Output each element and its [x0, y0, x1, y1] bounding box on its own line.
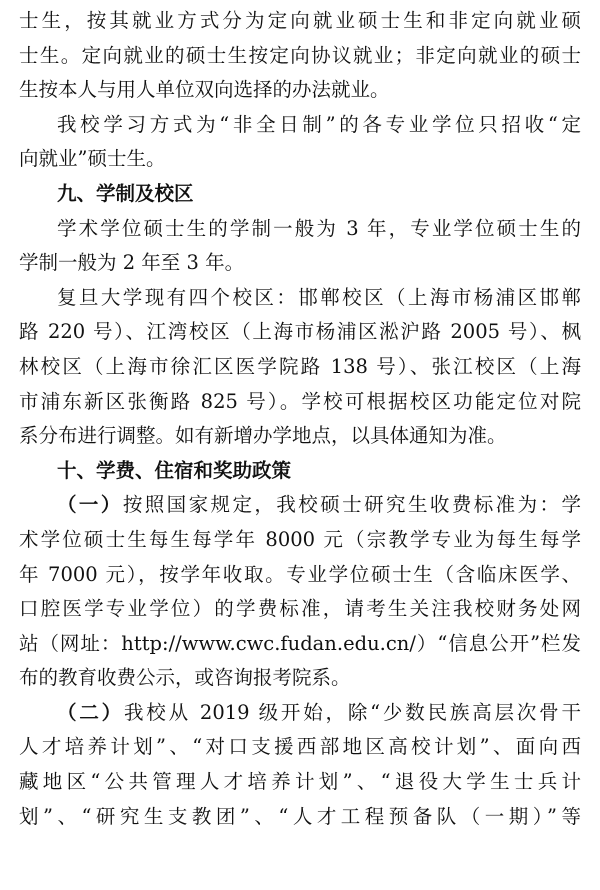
text-line: 布的教育收费公示，或咨询报考院系。	[19, 666, 351, 690]
text-line: 士生，按其就业方式分为定向就业硕士生和非定向就业硕	[19, 9, 581, 32]
text-line: 学术学位硕士生的学制一般为 3 年，专业学位硕士生的	[57, 216, 581, 240]
text-line: 我校学习方式为“非全日制”的各专业学位只招收“定	[57, 112, 581, 136]
text-line: 生按本人与用人单位双向选择的办法就业。	[19, 78, 390, 102]
text-line: 站（网址：http://www.cwc.fudan.edu.cn/）“信息公开”栏发	[19, 631, 581, 655]
text-line: 路 220 号）、江湾校区（上海市杨浦区淞沪路 2005 号）、枫	[19, 320, 581, 344]
text-line: 士生。定向就业的硕士生按定向协议就业；非定向就业的硕士	[19, 43, 581, 67]
text-line: 复旦大学现有四个校区：邯郸校区（上海市杨浦区邯郸	[57, 285, 581, 309]
text-line: 年 7000 元），按学年收取。专业学位硕士生（含临床医学、	[19, 562, 581, 586]
text-line: 系分布进行调整。如有新增办学地点，以具体通知为准。	[19, 424, 507, 448]
subsection-number-1: （一）	[57, 493, 123, 517]
paragraph-1-first-line	[19, 488, 581, 523]
text-fragment: 我校从 2019 级开始，除“少数民族高层次骨干	[123, 700, 581, 724]
text-line: 划”、“研究生支教团”、“人才工程预备队（一期）”等	[19, 804, 581, 828]
paragraph-2-first-line	[19, 696, 581, 731]
text-fragment: 按照国家规定，我校硕士研究生收费标准为：学	[122, 493, 581, 517]
text-line: 口腔医学专业学位）的学费标准，请考生关注我校财务处网	[19, 597, 581, 621]
text-line: 学制一般为 2 年至 3 年。	[19, 251, 245, 275]
text-line: 藏地区“公共管理人才培养计划”、“退役大学生士兵计	[19, 770, 581, 794]
text-line: 市浦东新区张衡路 825 号）。学校可根据校区功能定位对院	[19, 389, 581, 413]
text-line: 人才培养计划”、“对口支援西部地区高校计划”、面向西	[19, 735, 581, 759]
text-line: 术学位硕士生每生每学年 8000 元（宗教学专业为每生每学	[19, 527, 581, 551]
section-heading-10: 十、学费、住宿和奖助政策	[57, 458, 292, 482]
text-line: 向就业”硕士生。	[19, 147, 166, 171]
subsection-number-2: （二）	[57, 700, 124, 724]
section-heading-9: 九、学制及校区	[57, 181, 194, 205]
text-line: 林校区（上海市徐汇区医学院路 138 号）、张江校区（上海	[19, 354, 581, 378]
document-page	[19, 0, 581, 834]
